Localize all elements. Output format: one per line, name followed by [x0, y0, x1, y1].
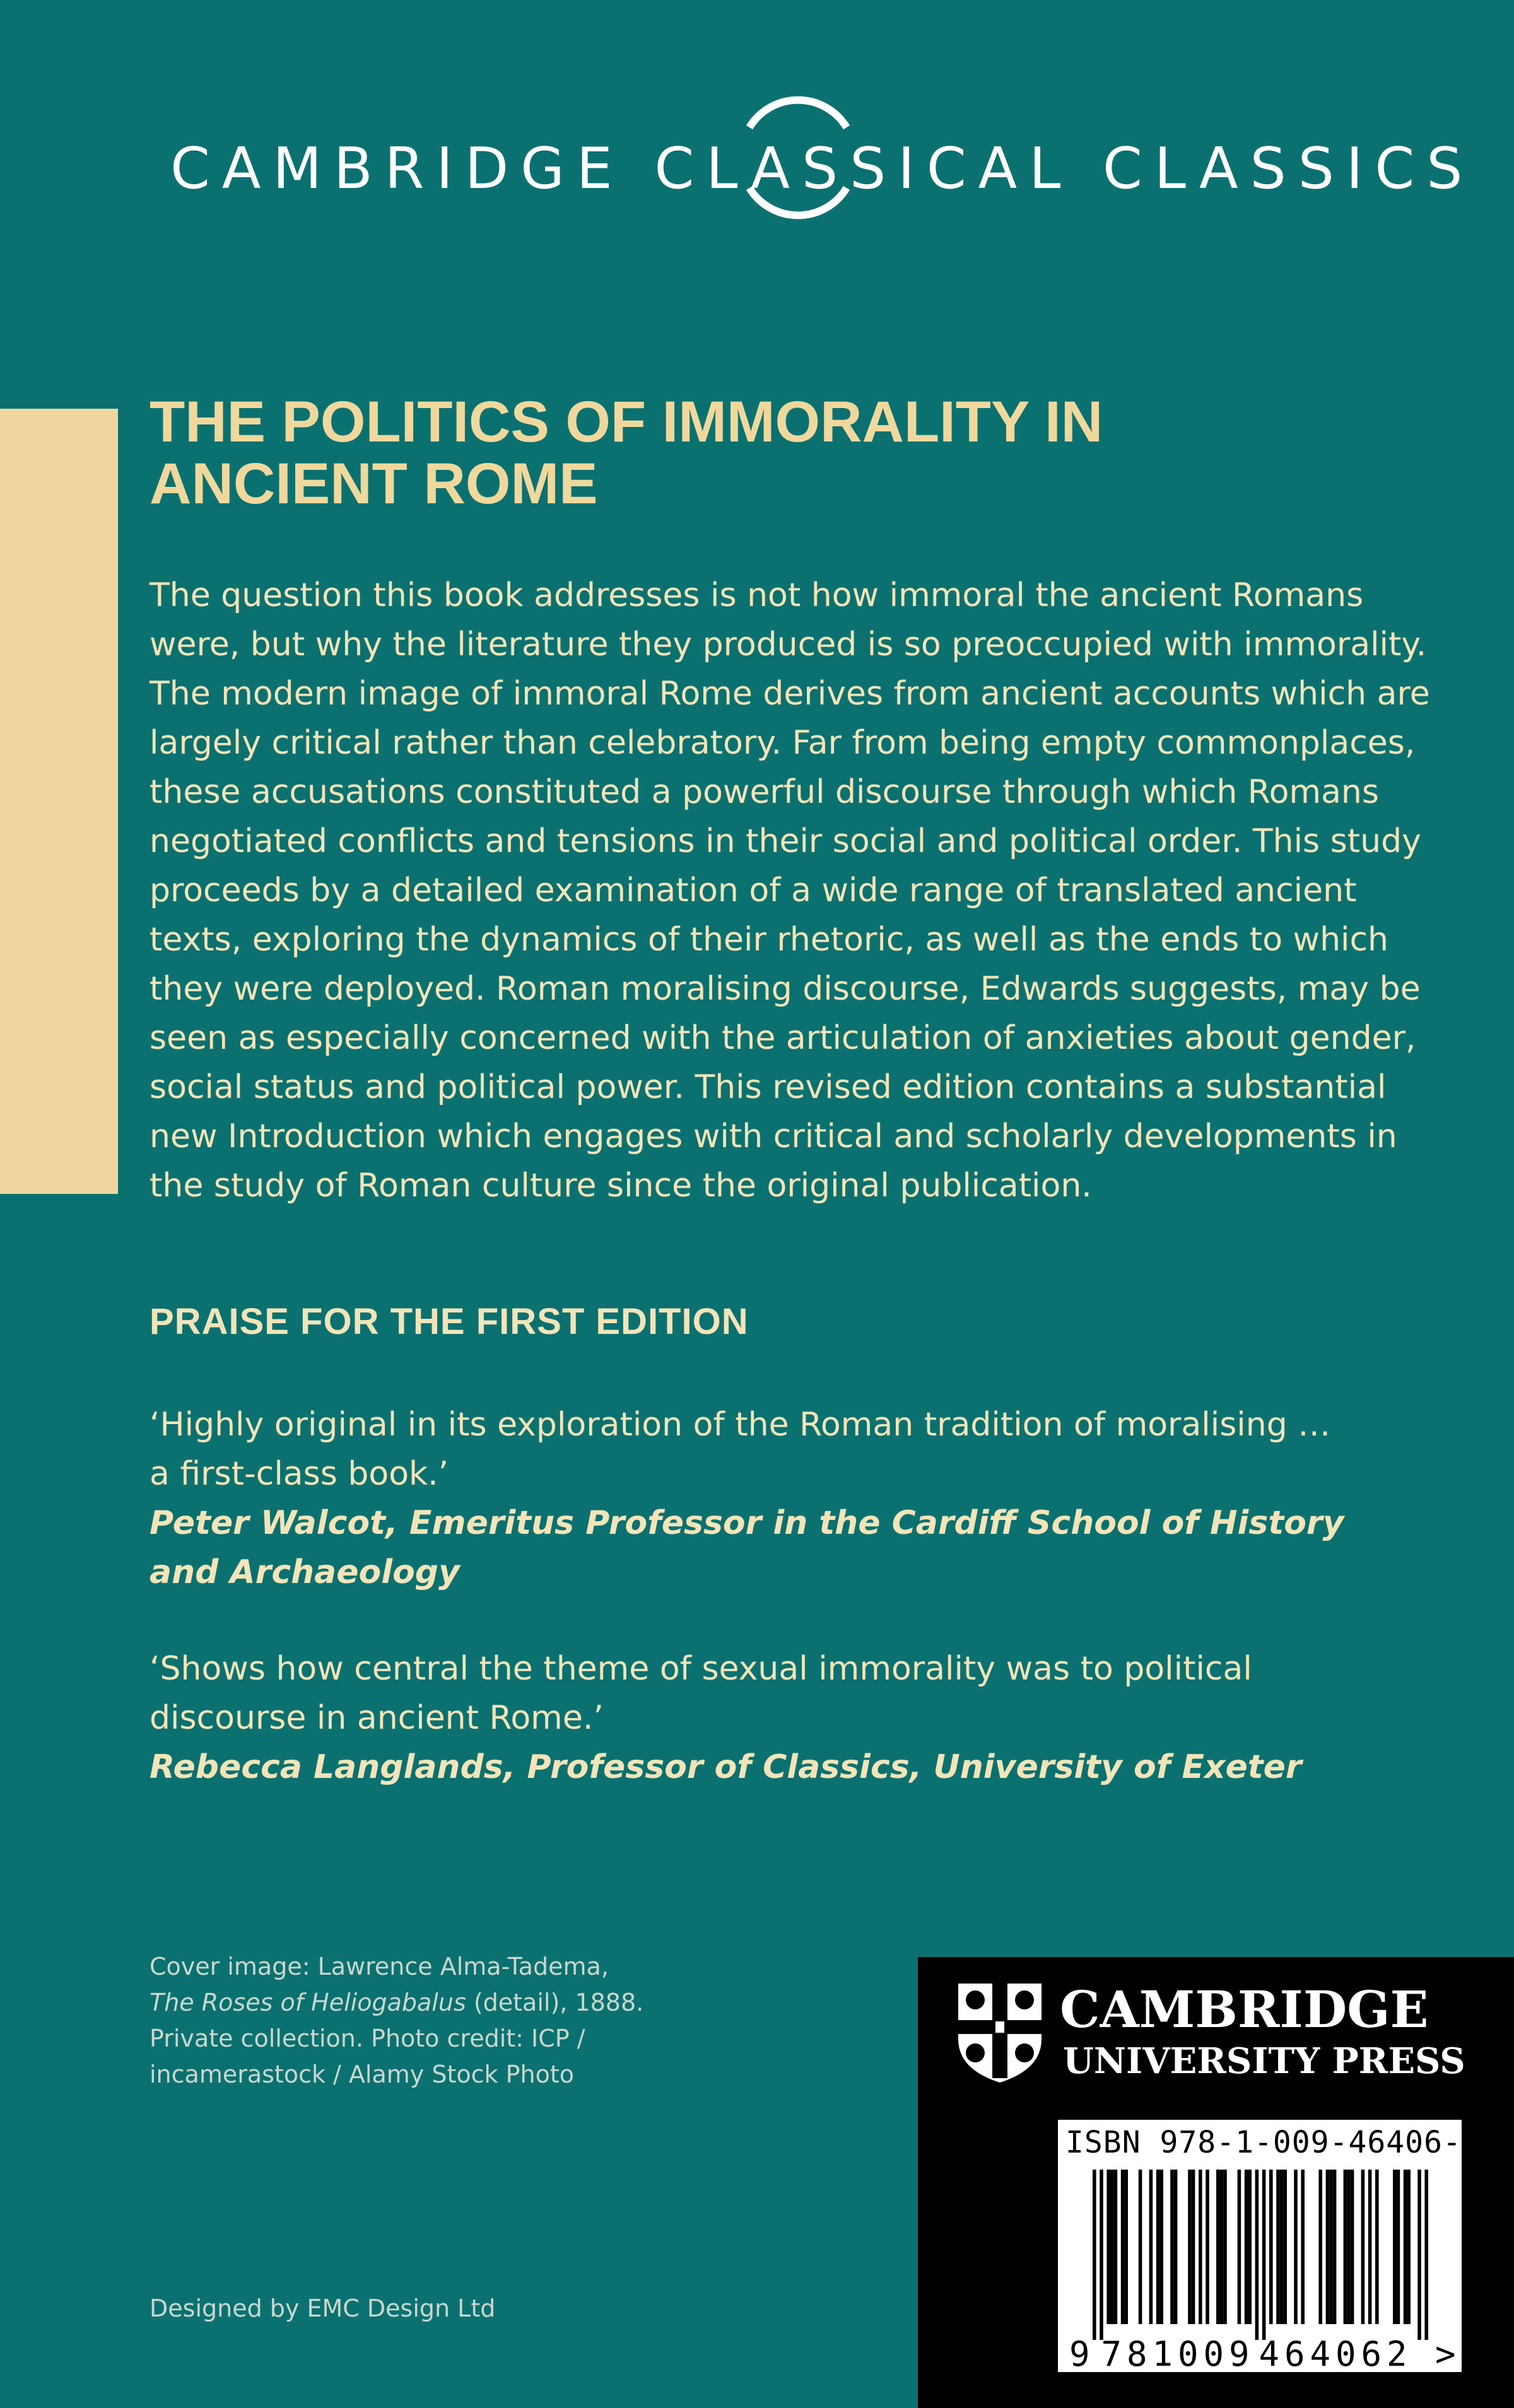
barcode-bar	[1393, 2170, 1397, 2324]
isbn-barcode	[1058, 2120, 1481, 2372]
publisher-subtitle: UNIVERSITY PRESS	[1063, 2040, 1465, 2082]
barcode-bar	[1199, 2170, 1202, 2324]
series-title: CAMBRIDGE CLASSICAL CLASSICS	[170, 136, 1475, 202]
barcode-first-digit: 9	[1069, 2334, 1090, 2372]
barcode-bar	[1174, 2170, 1178, 2324]
barcode-bar	[1276, 2170, 1280, 2324]
series-header	[0, 76, 1514, 252]
barcode-bar	[1206, 2170, 1209, 2324]
designer-credit: Designed by EMC Design Ltd	[150, 2294, 496, 2322]
barcode-bar	[1375, 2170, 1379, 2324]
barcode-bar	[1404, 2170, 1407, 2324]
barcode-bar	[1121, 2170, 1125, 2324]
barcode-bar	[1280, 2170, 1284, 2324]
barcode-left-digits: 781009	[1101, 2334, 1255, 2372]
barcode-bar	[1093, 2170, 1096, 2340]
credit-suffix: (detail), 1888. Private collection. Photo credit: ICP / incamerastock / Alamy Stock Photo	[150, 1989, 644, 2088]
barcode-bar	[1368, 2170, 1372, 2324]
quote-attribution: Rebecca Langlands, Professor of Classics, University of Exeter	[150, 1748, 1302, 1786]
barcode-bar	[1238, 2170, 1241, 2324]
barcode-bar	[1216, 2170, 1220, 2324]
barcode-end-mark: >	[1435, 2334, 1456, 2372]
barcode-bar	[1344, 2170, 1347, 2324]
barcode-bar	[1262, 2170, 1266, 2340]
publisher-name: CAMBRIDGE	[1060, 1980, 1429, 2039]
barcode-bar	[1318, 2170, 1322, 2324]
barcode-bar	[1255, 2170, 1259, 2340]
barcode-bar	[1124, 2170, 1128, 2324]
barcode-bar	[1192, 2170, 1195, 2324]
quote-text: ‘Shows how central the theme of sexual immorality was to political discourse in ancient Rome.’	[150, 1650, 1252, 1737]
barcode-bar	[1361, 2170, 1365, 2324]
praise-heading: PRAISE FOR THE FIRST EDITION	[150, 1301, 749, 1342]
barcode-bar	[1110, 2170, 1114, 2324]
barcode-bar	[1347, 2170, 1351, 2324]
barcode-bar	[1170, 2170, 1174, 2324]
barcode-bar	[1301, 2170, 1305, 2324]
barcode-bar	[1407, 2170, 1411, 2324]
quote-text: ‘Highly original in its exploration of the Roman tradition of moralising … a first-class book.’	[150, 1406, 1331, 1493]
barcode-bar	[1294, 2170, 1298, 2324]
barcode-bar	[1159, 2170, 1163, 2324]
barcode-graphic	[1058, 2167, 1462, 2372]
credit-prefix: Cover image: Lawrence Alma-Tadema,	[150, 1953, 609, 1980]
barcode-bar	[1329, 2170, 1333, 2324]
barcode-bar	[1283, 2170, 1287, 2324]
barcode-bar	[1139, 2170, 1142, 2324]
praise-quote	[150, 1400, 1348, 1597]
barcode-bar	[1397, 2170, 1400, 2324]
barcode-bar	[1149, 2170, 1153, 2324]
credit-work-title: The Roses of Heliogabalus	[150, 1989, 466, 2016]
publisher-panel	[918, 1957, 1514, 2408]
barcode-bar	[1114, 2170, 1118, 2324]
barcode-bar	[1223, 2170, 1227, 2324]
barcode-bar	[1333, 2170, 1337, 2324]
barcode-bar	[1424, 2170, 1428, 2340]
barcode-bar	[1106, 2170, 1110, 2324]
barcode-bar	[1248, 2170, 1252, 2324]
isbn-label: ISBN 978-1-009-46406-2	[1065, 2125, 1481, 2160]
quote-attribution: Peter Walcot, Emeritus Professor in the Cardiff School of History and Archaeology	[150, 1504, 1344, 1591]
barcode-right-digits: 464062	[1259, 2334, 1412, 2372]
barcode-bar	[1417, 2170, 1421, 2340]
barcode-bar	[1326, 2170, 1330, 2324]
barcode-bar	[1220, 2170, 1224, 2324]
barcode-bar	[1351, 2170, 1354, 2324]
book-description: The question this book addresses is not how immoral the ancient Romans were, but why the literature they produced is so preoccupied with immorality. The modern image of immoral Rome derives from ancient accounts which are largely critical rather than celebratory. Far from being empty commonplaces, these accusations constituted a powerful discourse through which Romans negotiated conflicts and tensions in their social and political order. This study proceeds by a detailed examination of a wide range of translated ancient texts, exploring the dynamics of their rhetoric, as well as the ends to which they were deployed. Roman moralising discourse, Edwards suggests, may be seen as especially concerned with the articulation of anxieties about gender, social status and political power. This revised edition contains a substantial new Introduction which engages with critical and scholarly developments in the study of Roman culture since the original publication.	[150, 576, 1430, 1205]
cover-image-credit	[150, 1949, 717, 2093]
barcode-bar	[1269, 2170, 1273, 2324]
book-title: THE POLITICS OF IMMORALITY IN ANCIENT ROME	[150, 390, 1103, 516]
accent-bar	[0, 409, 118, 1194]
cambridge-crest-icon	[956, 1981, 1044, 2085]
barcode-bar	[1100, 2170, 1103, 2340]
praise-quote	[150, 1644, 1348, 1792]
barcode-bar	[1245, 2170, 1248, 2324]
barcode-bar	[1188, 2170, 1192, 2324]
barcode-bar	[1156, 2170, 1160, 2324]
